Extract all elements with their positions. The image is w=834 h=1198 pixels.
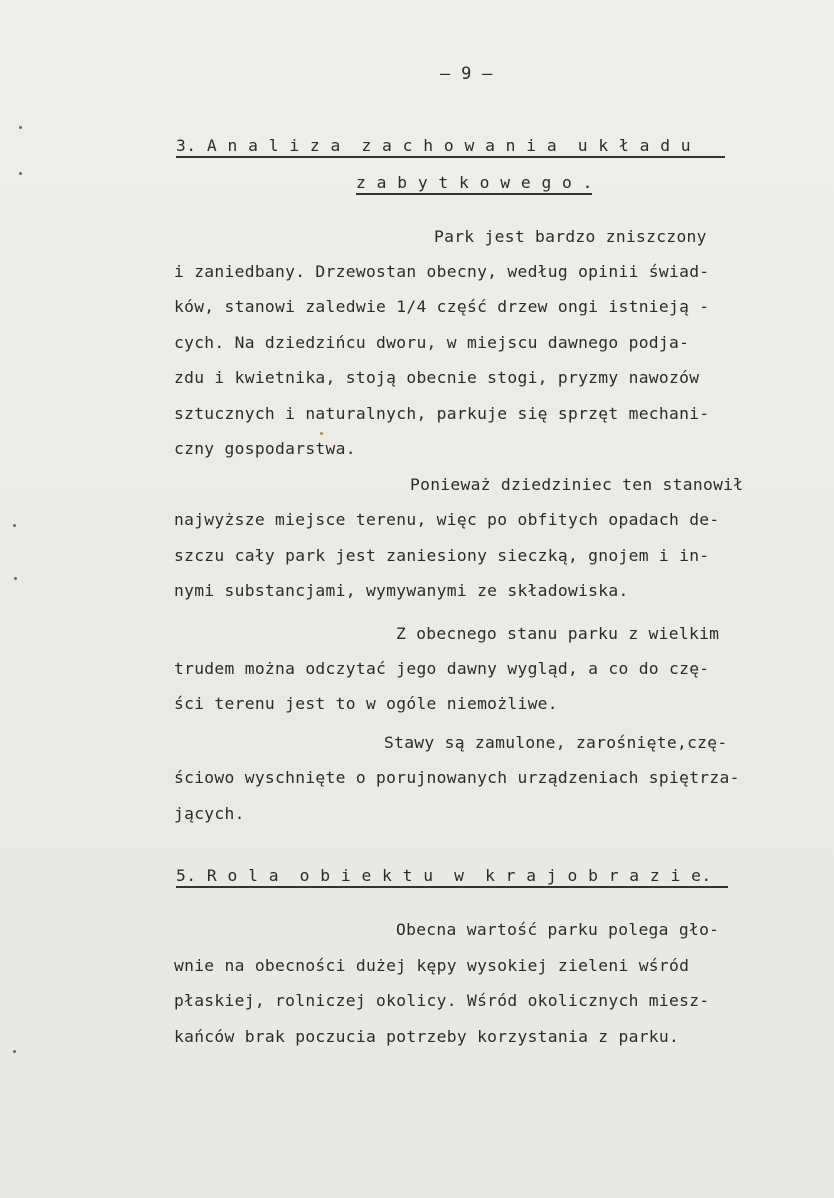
section-3-title-line2: z a b y t k o w e g o . [356, 173, 593, 192]
paper-speck [13, 524, 16, 527]
text-line: sztucznych i naturalnych, parkuje się sprzęt mechani- [174, 404, 710, 423]
page-number: — 9 — [440, 64, 493, 84]
text-line: szczu cały park jest zaniesiony sieczką, gnojem i in- [174, 546, 710, 565]
text-line: cych. Na dziedzińcu dworu, w miejscu dawnego podja- [174, 333, 690, 352]
text-line: ków, stanowi zaledwie 1/4 część drzew ongi istnieją - [174, 297, 710, 316]
text-line: ści terenu jest to w ogóle niemożliwe. [174, 694, 558, 713]
text-line: najwyższe miejsce terenu, więc po obfitych opadach de- [174, 510, 720, 529]
text-line: Obecna wartość parku polega gło- [396, 920, 720, 939]
text-line: Stawy są zamulone, zarośnięte,czę- [384, 733, 728, 752]
text-line: ściowo wyschnięte o porujnowanych urządzeniach spiętrza- [174, 768, 740, 787]
text-line: Z obecnego stanu parku z wielkim [396, 624, 720, 643]
text-line: zdu i kwietnika, stoją obecnie stogi, pryzmy nawozów [174, 368, 700, 387]
paper-speck [19, 172, 22, 175]
paper-speck [14, 577, 17, 580]
text-line: płaskiej, rolniczej okolicy. Wśród okolicznych miesz- [174, 991, 710, 1010]
section-3-title-line1: 3. A n a l i z a z a c h o w a n i a u k ł a d u [176, 136, 692, 155]
section-3-title-underline2 [356, 193, 592, 195]
paper-speck [19, 126, 22, 129]
text-line: trudem można odczytać jego dawny wygląd, a co do czę- [174, 659, 710, 678]
text-line: czny gospodarstwa. [174, 439, 356, 458]
text-line: Ponieważ dziedziniec ten stanowił [410, 475, 744, 494]
paper-speck [320, 432, 323, 435]
text-line: jących. [174, 804, 245, 823]
section-5-title: 5. R o l a o b i e k t u w k r a j o b r a z i e. [176, 866, 712, 885]
text-line: nymi substancjami, wymywanymi ze składowiska. [174, 581, 629, 600]
section-5-title-underline [176, 886, 728, 888]
section-3-title-underline1 [176, 156, 725, 158]
text-line: i zaniedbany. Drzewostan obecny, według opinii świad- [174, 262, 710, 281]
text-line: kańców brak poczucia potrzeby korzystania z parku. [174, 1027, 680, 1046]
paper-speck [13, 1050, 16, 1053]
text-line: Park jest bardzo zniszczony [434, 227, 707, 246]
text-line: wnie na obecności dużej kępy wysokiej zieleni wśród [174, 956, 690, 975]
